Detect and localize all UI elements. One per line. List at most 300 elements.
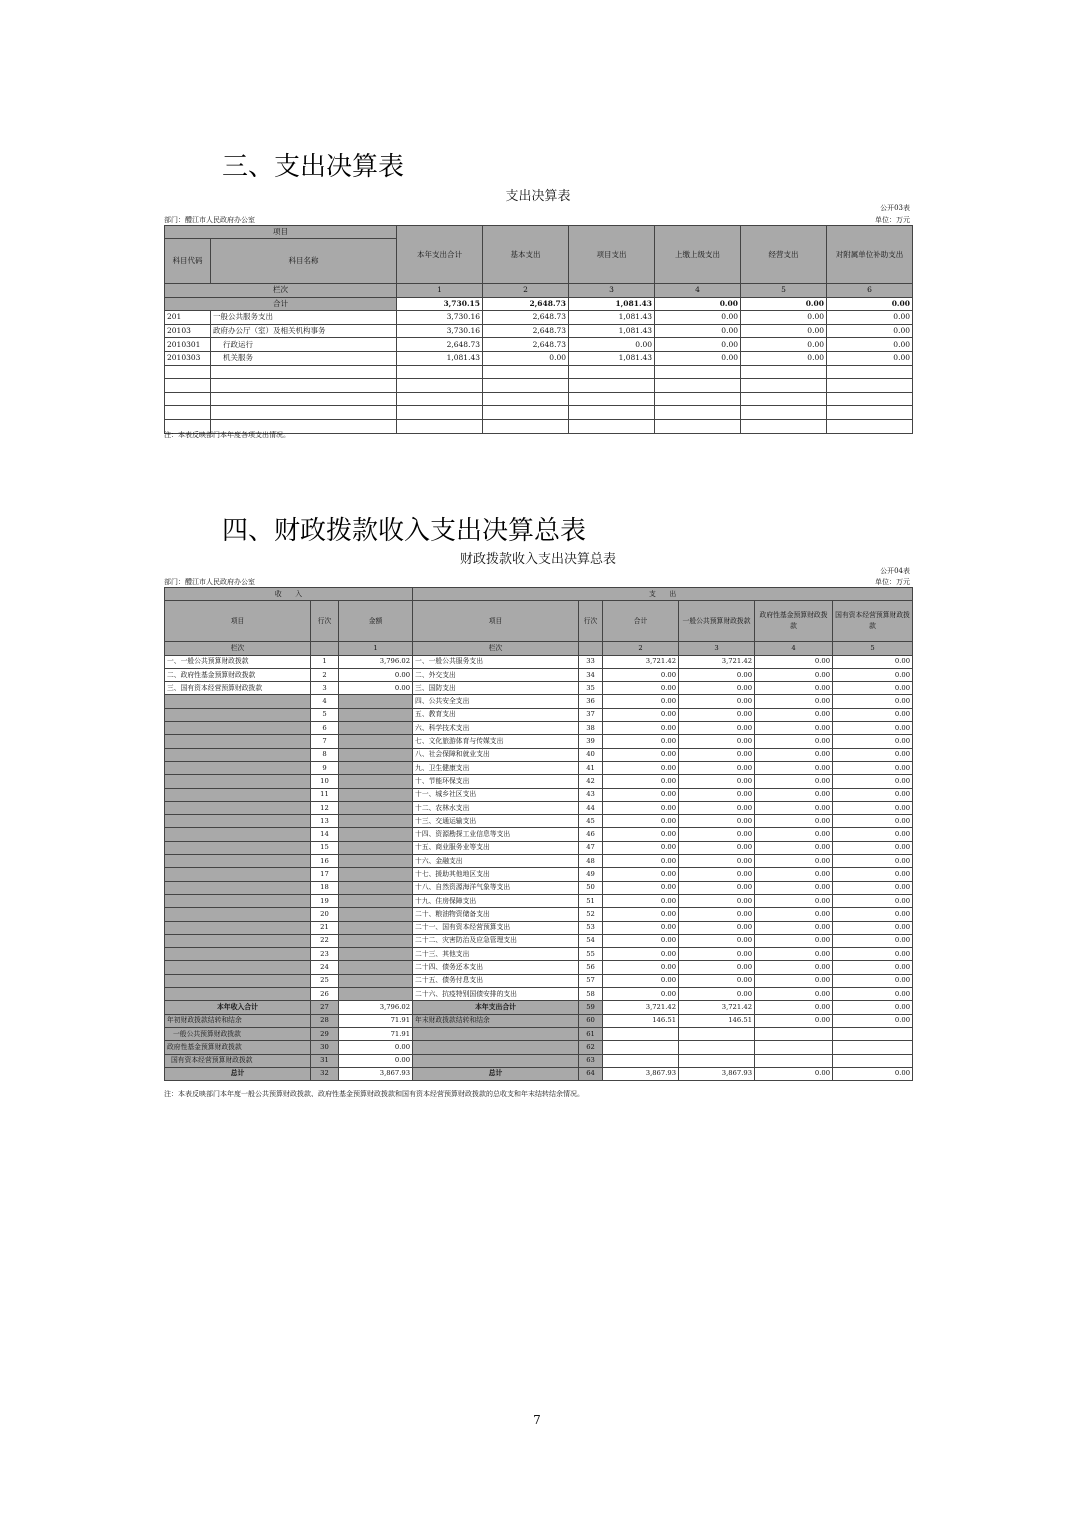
expenditure-table [164,225,913,434]
cell: 18 [311,881,339,894]
cell: 24 [311,961,339,974]
cell: 14 [311,828,339,841]
header-exp-item: 项目 [413,601,579,642]
cell: 0.00 [755,668,833,681]
cell: 3 [311,682,339,695]
col-num: 2 [483,284,569,298]
cell: 0.00 [603,921,679,934]
cell: 0.00 [755,828,833,841]
cell: 30 [311,1041,339,1054]
cell: 27 [311,1001,339,1014]
cell: 59 [579,1001,603,1014]
cell: 0.00 [603,668,679,681]
cell: 36 [579,695,603,708]
expense-header: 支 出 [413,588,913,601]
table-row [165,775,913,788]
cell: 4 [311,695,339,708]
table-row [165,921,913,934]
cell: 201 [165,311,211,325]
cell: 62 [579,1041,603,1054]
cell: 0.00 [339,682,413,695]
total-label: 合计 [165,297,397,311]
cell: 35 [579,682,603,695]
table-caption: 财政拨款收入支出决算总表 [459,552,616,567]
sub-row [165,1054,913,1067]
department-label: 部门：醴江市人民政府办公室 [164,216,255,224]
cell: 0.00 [755,894,833,907]
cell: 一般公共预算财政拨款 [165,1027,311,1040]
cell: 0.00 [679,788,755,801]
cell: 八、社会保障和就业支出 [413,748,579,761]
cell: 0.00 [755,682,833,695]
table-row [165,961,913,974]
cell: 0.00 [833,828,913,841]
lanci-label: 栏次 [413,642,579,655]
cell: 0.00 [755,735,833,748]
table-row [165,788,913,801]
fiscal-sheet [164,546,912,1104]
cell: 0.00 [655,324,741,338]
cell: 总计 [413,1067,579,1080]
cell: 28 [311,1014,339,1027]
cell: 0.00 [833,761,913,774]
cell: 0.00 [741,324,827,338]
unit-label: 单位：万元 [875,578,910,586]
col-num: 6 [827,284,913,298]
cell: 0.00 [679,934,755,947]
cell: 3,721.42 [679,655,755,668]
header-col-6: 对附属单位补助支出 [827,226,913,284]
cell: 十五、商业服务业等支出 [413,841,579,854]
section3-title: 三、支出决算表 [222,152,405,182]
cell: 0.00 [603,948,679,961]
expenditure-sheet [164,182,912,444]
cell: 56 [579,961,603,974]
cell: 0.00 [679,668,755,681]
cell: 8 [311,748,339,761]
cell: 二十、粮油物资储备支出 [413,908,579,921]
cell: 二十五、债务付息支出 [413,974,579,987]
cell: 63 [579,1054,603,1067]
cell: 十一、城乡社区支出 [413,788,579,801]
cell: 0.00 [603,708,679,721]
cell: 0.00 [755,855,833,868]
cell: 1,081.43 [397,351,483,365]
cell: 0.00 [755,761,833,774]
cell: 十二、农林水支出 [413,801,579,814]
table-row [165,722,913,735]
cell: 1,081.43 [569,324,655,338]
table-row [165,655,913,668]
cell: 总计 [165,1067,311,1080]
cell: 0.00 [655,338,741,352]
cell: 二十二、灾害防治及应急管理支出 [413,934,579,947]
cell: 32 [311,1067,339,1080]
cell: 2 [311,668,339,681]
header-project: 项目 [165,226,397,239]
cell: 0.00 [603,801,679,814]
table-row [165,881,913,894]
carry-row [165,1014,913,1027]
cell: 0.00 [755,868,833,881]
cell: 十六、金融支出 [413,855,579,868]
header-col-5: 经营支出 [741,226,827,284]
header-exp-row-no: 行次 [579,601,603,642]
cell: 0.00 [755,1014,833,1027]
cell: 29 [311,1027,339,1040]
cell: 0.00 [833,894,913,907]
col-num: 3 [679,642,755,655]
cell: 2,648.73 [483,338,569,352]
table-row [165,695,913,708]
cell: 0.00 [655,351,741,365]
grand-total-row [165,1067,913,1080]
cell: 12 [311,801,339,814]
cell: 0.00 [755,974,833,987]
header-col-1: 本年支出合计 [397,226,483,284]
table-row [165,324,913,338]
cell: 0.00 [603,881,679,894]
cell: 39 [579,735,603,748]
form-code: 公开04表 [880,567,910,575]
cell: 3,730.16 [397,311,483,325]
cell: 十八、自然资源海洋气象等支出 [413,881,579,894]
cell: 1,081.43 [569,311,655,325]
cell: 1,081.43 [569,351,655,365]
cell: 0.00 [755,881,833,894]
cell: 0.00 [755,948,833,961]
cell: 0.00 [679,988,755,1001]
cell: 二、政府性基金预算财政拨款 [165,668,311,681]
total-row [165,297,913,311]
cell: 13 [311,815,339,828]
cell: 0.00 [603,868,679,881]
cell: 0.00 [339,1054,413,1067]
cell: 三、国防支出 [413,682,579,695]
cell: 21 [311,921,339,934]
cell: 47 [579,841,603,854]
cell: 0.00 [833,722,913,735]
header-total: 合计 [603,601,679,642]
col-num: 2 [603,642,679,655]
cell: 0.00 [655,297,741,311]
cell: 国有资本经营预算财政拨款 [165,1054,311,1067]
table-row [165,761,913,774]
cell: 0.00 [755,722,833,735]
cell: 51 [579,894,603,907]
cell: 0.00 [603,748,679,761]
cell: 2010303 [165,351,211,365]
cell: 0.00 [741,338,827,352]
cell: 45 [579,815,603,828]
cell: 0.00 [833,868,913,881]
cell: 0.00 [679,881,755,894]
cell: 0.00 [603,974,679,987]
form-code: 公开03表 [880,204,910,212]
cell: 0.00 [603,934,679,947]
cell: 0.00 [827,324,913,338]
header-col-3: 项目支出 [569,226,655,284]
cell: 0.00 [741,351,827,365]
cell: 0.00 [603,961,679,974]
table-row [165,934,913,947]
cell: 54 [579,934,603,947]
cell: 机关服务 [211,351,397,365]
cell: 0.00 [755,748,833,761]
cell: 0.00 [833,655,913,668]
header-col-4: 上缴上级支出 [655,226,741,284]
cell: 19 [311,894,339,907]
cell: 0.00 [755,695,833,708]
cell: 0.00 [655,311,741,325]
cell: 0.00 [755,961,833,974]
table-row [165,735,913,748]
cell: 0.00 [755,841,833,854]
cell: 政府办公厅（室）及相关机构事务 [211,324,397,338]
cell: 0.00 [755,988,833,1001]
cell: 0.00 [603,815,679,828]
empty-row [165,392,913,406]
table-row [165,908,913,921]
year-total-row [165,1001,913,1014]
cell: 0.00 [603,788,679,801]
cell: 20103 [165,324,211,338]
col-num: 4 [655,284,741,298]
cell: 3,796.02 [339,655,413,668]
cell: 二十六、抗疫特别国债安排的支出 [413,988,579,1001]
cell: 22 [311,934,339,947]
cell: 0.00 [833,708,913,721]
cell: 3,867.93 [339,1067,413,1080]
cell: 43 [579,788,603,801]
cell: 3,796.02 [339,1001,413,1014]
cell: 0.00 [833,1001,913,1014]
cell: 52 [579,908,603,921]
cell: 0.00 [827,311,913,325]
cell: 41 [579,761,603,774]
cell: 五、教育支出 [413,708,579,721]
table-row [165,988,913,1001]
cell: 政府性基金预算财政拨款 [165,1041,311,1054]
cell: 一、一般公共服务支出 [413,655,579,668]
cell: 0.00 [679,748,755,761]
cell: 六、科学技术支出 [413,722,579,735]
table-row [165,868,913,881]
cell: 46 [579,828,603,841]
cell: 二十四、债务还本支出 [413,961,579,974]
cell: 0.00 [741,297,827,311]
cell: 0.00 [603,855,679,868]
cell: 0.00 [833,988,913,1001]
cell: 0.00 [603,988,679,1001]
cell: 0.00 [833,775,913,788]
cell: 3,721.42 [679,1001,755,1014]
cell: 0.00 [339,1041,413,1054]
cell: 0.00 [339,668,413,681]
cell: 0.00 [603,841,679,854]
cell: 0.00 [603,894,679,907]
table-row [165,708,913,721]
header-col-2: 基本支出 [483,226,569,284]
cell: 0.00 [833,682,913,695]
table-row [165,948,913,961]
cell: 0.00 [755,908,833,921]
cell: 10 [311,775,339,788]
cell: 5 [311,708,339,721]
cell: 0.00 [569,338,655,352]
table-row [165,682,913,695]
cell: 0.00 [679,801,755,814]
table-row [165,894,913,907]
empty-row [165,406,913,420]
cell: 146.51 [679,1014,755,1027]
cell: 三、国有资本经营预算财政拨款 [165,682,311,695]
cell: 0.00 [603,828,679,841]
cell: 3,721.42 [603,1001,679,1014]
cell: 0.00 [603,722,679,735]
cell: 0.00 [679,841,755,854]
department-label: 部门：醴江市人民政府办公室 [164,578,255,586]
header-name: 科目名称 [211,239,397,284]
cell: 0.00 [679,894,755,907]
cell: 0.00 [833,668,913,681]
empty-row [165,365,913,379]
cell: 0.00 [833,735,913,748]
cell: 0.00 [679,722,755,735]
cell: 3,721.42 [603,655,679,668]
col-num: 5 [833,642,913,655]
sub-row [165,1041,913,1054]
cell: 0.00 [603,695,679,708]
cell: 1 [311,655,339,668]
table-row [165,974,913,987]
cell: 15 [311,841,339,854]
header-general: 一般公共预算财政拨款 [679,601,755,642]
table-row [165,311,913,325]
cell: 0.00 [603,761,679,774]
table-note: 注：本表反映部门本年度一般公共预算财政拨款、政府性基金预算财政拨款和国有资本经营预算财政拨款的总收支和年末结转结余情况。 [164,1090,584,1098]
cell: 3,867.93 [679,1067,755,1080]
cell: 37 [579,708,603,721]
table-row [165,668,913,681]
cell: 71.91 [339,1027,413,1040]
cell: 38 [579,722,603,735]
cell: 53 [579,921,603,934]
cell: 17 [311,868,339,881]
cell: 64 [579,1067,603,1080]
cell: 3,730.15 [397,297,483,311]
section4-title: 四、财政拨款收入支出决算总表 [222,516,587,546]
table-row [165,828,913,841]
cell: 60 [579,1014,603,1027]
cell: 0.00 [827,338,913,352]
cell: 2,648.73 [397,338,483,352]
cell: 0.00 [679,682,755,695]
cell: 26 [311,988,339,1001]
cell: 九、卫生健康支出 [413,761,579,774]
cell: 34 [579,668,603,681]
cell: 2010301 [165,338,211,352]
table-row [165,855,913,868]
cell: 0.00 [755,801,833,814]
cell: 7 [311,735,339,748]
cell: 十四、资源勘探工业信息等支出 [413,828,579,841]
cell: 0.00 [833,1067,913,1080]
cell: 0.00 [833,855,913,868]
table-note: 注：本表反映部门本年度各项支出情况。 [164,431,290,439]
table-row [165,351,913,365]
cell: 十三、交通运输支出 [413,815,579,828]
cell: 50 [579,881,603,894]
cell: 55 [579,948,603,961]
cell: 本年收入合计 [165,1001,311,1014]
cell: 42 [579,775,603,788]
cell: 0.00 [603,735,679,748]
cell: 16 [311,855,339,868]
cell: 年末财政拨款结转和结余 [413,1014,579,1027]
cell: 0.00 [827,297,913,311]
cell: 0.00 [833,921,913,934]
income-header: 收 入 [165,588,413,601]
col-num: 3 [569,284,655,298]
cell: 2,648.73 [483,297,569,311]
cell: 一、一般公共预算财政拨款 [165,655,311,668]
cell: 40 [579,748,603,761]
col-num: 1 [397,284,483,298]
cell: 0.00 [679,868,755,881]
cell: 十九、住房保障支出 [413,894,579,907]
col-num: 1 [339,642,413,655]
cell: 年初财政拨款结转和结余 [165,1014,311,1027]
header-row-no: 行次 [311,601,339,642]
cell: 0.00 [833,841,913,854]
header-state-capital: 国有资本经营预算财政拨款 [833,601,913,642]
cell: 33 [579,655,603,668]
cell: 二十三、其他支出 [413,948,579,961]
cell: 0.00 [833,788,913,801]
cell: 十七、援助其他地区支出 [413,868,579,881]
cell: 0.00 [483,351,569,365]
cell: 48 [579,855,603,868]
header-item: 项目 [165,601,311,642]
cell: 0.00 [833,815,913,828]
cell: 0.00 [833,934,913,947]
table-row [165,841,913,854]
cell: 0.00 [679,961,755,974]
cell: 11 [311,788,339,801]
page-number: 7 [533,1413,541,1427]
cell: 3,730.16 [397,324,483,338]
cell: 0.00 [679,761,755,774]
cell: 0.00 [833,881,913,894]
lanci-label: 栏次 [165,642,311,655]
col-num: 5 [741,284,827,298]
cell: 0.00 [679,921,755,934]
cell: 七、文化旅游体育与传媒支出 [413,735,579,748]
cell: 0.00 [679,948,755,961]
table-row [165,801,913,814]
cell: 0.00 [755,775,833,788]
cell: 0.00 [755,921,833,934]
cell: 0.00 [679,735,755,748]
cell: 0.00 [833,748,913,761]
cell: 四、公共安全支出 [413,695,579,708]
cell: 0.00 [833,695,913,708]
cell: 0.00 [755,788,833,801]
cell: 23 [311,948,339,961]
cell: 0.00 [833,1014,913,1027]
cell: 9 [311,761,339,774]
